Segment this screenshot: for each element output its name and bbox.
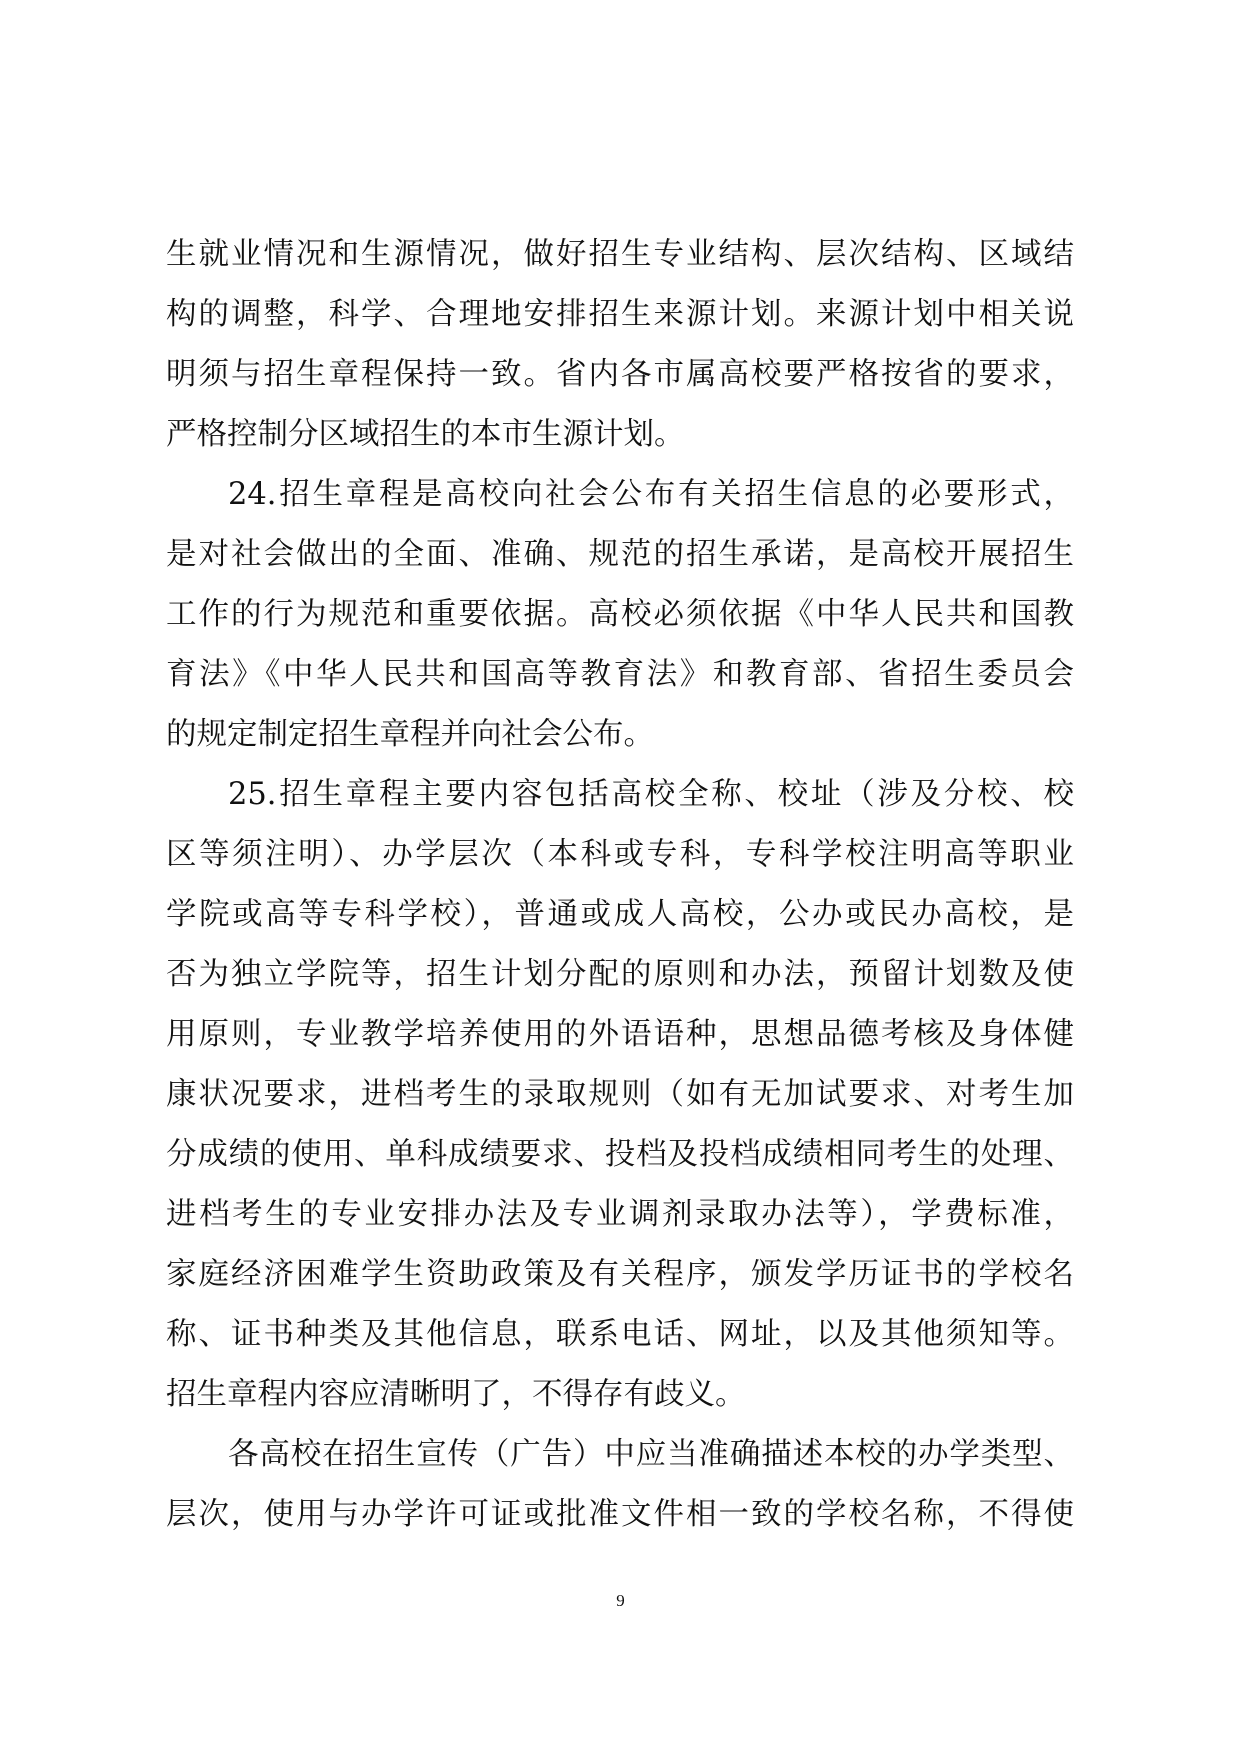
page-number: 9 — [616, 1591, 625, 1610]
text-line: 否为独立学院等，招生计划分配的原则和办法，预留计划数及使 — [166, 957, 1074, 992]
text-line: 称、证书种类及其他信息，联系电话、网址，以及其他须知等。 — [166, 1317, 1074, 1352]
text-line: 层次，使用与办学许可证或批准文件相一致的学校名称，不得使 — [166, 1497, 1074, 1532]
text-line: 家庭经济困难学生资助政策及有关程序，颁发学历证书的学校名 — [166, 1257, 1074, 1292]
text-line: 用原则，专业教学培养使用的外语语种，思想品德考核及身体健 — [166, 1017, 1074, 1052]
clause-25-first-line: 25.招生章程主要内容包括高校全称、校址（涉及分校、校 — [228, 777, 1074, 812]
text-line: 进档考生的专业安排办法及专业调剂录取办法等），学费标准， — [166, 1197, 1074, 1232]
text-line: 生就业情况和生源情况，做好招生专业结构、层次结构、区域结 — [166, 237, 1074, 272]
text-line: 的规定制定招生章程并向社会公布。 — [166, 717, 654, 752]
text-line: 区等须注明）、办学层次（本科或专科，专科学校注明高等职业 — [166, 837, 1074, 872]
text-line: 构的调整，科学、合理地安排招生来源计划。来源计划中相关说 — [166, 297, 1074, 332]
text-line: 分成绩的使用、单科成绩要求、投档及投档成绩相同考生的处理、 — [166, 1137, 1074, 1172]
body-text — [166, 225, 1074, 1545]
text-line: 是对社会做出的全面、准确、规范的招生承诺，是高校开展招生 — [166, 537, 1074, 572]
paragraph-first-line: 各高校在招生宣传（广告）中应当准确描述本校的办学类型、 — [228, 1437, 1074, 1472]
text-line: 明须与招生章程保持一致。省内各市属高校要严格按省的要求， — [166, 357, 1074, 392]
text-line: 工作的行为规范和重要依据。高校必须依据《中华人民共和国教 — [166, 597, 1074, 632]
text-line: 招生章程内容应清晰明了，不得存有歧义。 — [166, 1377, 746, 1412]
text-line: 学院或高等专科学校），普通或成人高校，公办或民办高校，是 — [166, 897, 1074, 932]
text-line: 康状况要求，进档考生的录取规则（如有无加试要求、对考生加 — [166, 1077, 1074, 1112]
text-line: 严格控制分区域招生的本市生源计划。 — [166, 417, 685, 452]
clause-24-first-line: 24.招生章程是高校向社会公布有关招生信息的必要形式， — [228, 477, 1074, 512]
text-line: 育法》《中华人民共和国高等教育法》和教育部、省招生委员会 — [166, 657, 1074, 692]
